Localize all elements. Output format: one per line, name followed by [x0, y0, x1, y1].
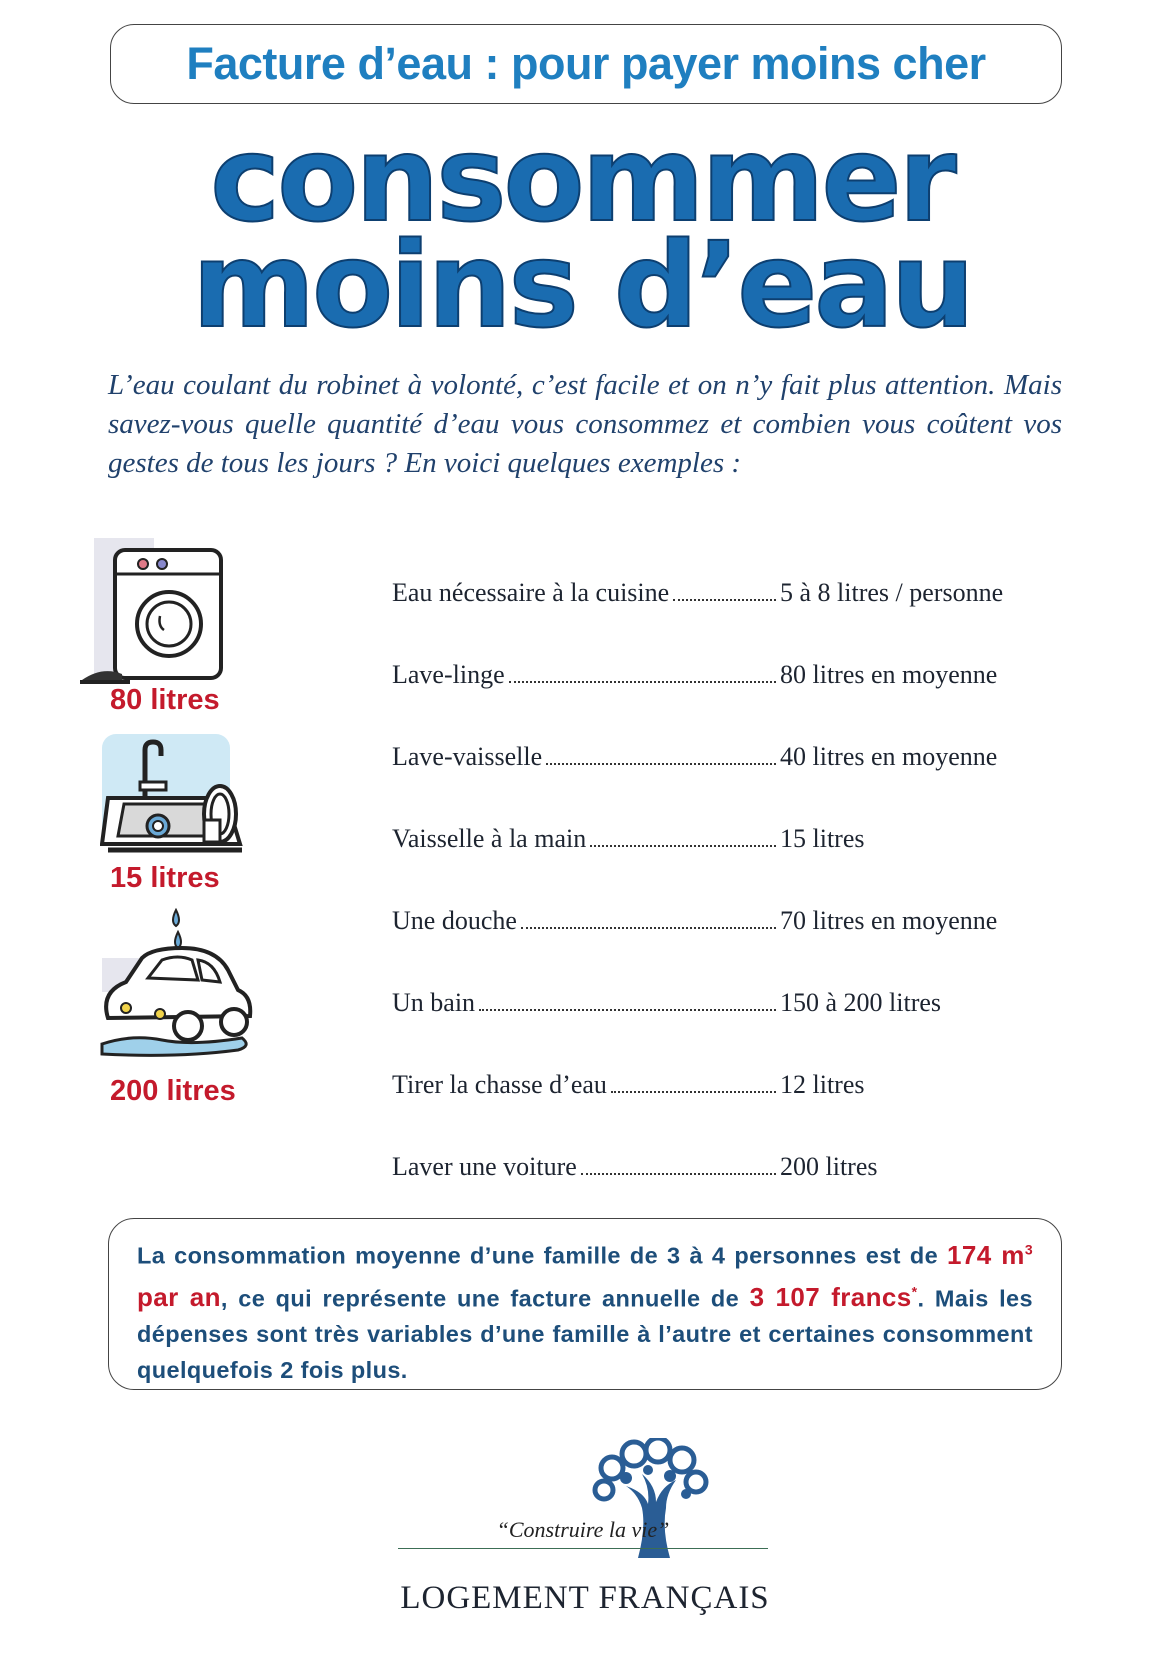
leader-dots — [611, 1090, 776, 1093]
car-wash-icon — [98, 908, 258, 1078]
item-value: 200 litres — [780, 1152, 878, 1181]
leader-dots — [521, 926, 776, 929]
item-value: 12 litres — [780, 1070, 865, 1099]
item-value: 15 litres — [780, 824, 865, 853]
brand-name: LOGEMENT FRANÇAIS — [400, 1580, 770, 1616]
item-value: 150 à 200 litres — [780, 988, 942, 1017]
item-label: Une douche — [392, 906, 517, 935]
car-wash-caption: 200 litres — [110, 1075, 236, 1107]
intro-paragraph: L’eau coulant du robinet à volonté, c’est facile et on n’y fait plus attention. Mais savez-vous quelle quantité d’eau vous consommez et combien vous coûtent vos gestes de tous les jours ? En voici quelques exemples : — [108, 369, 1062, 479]
item-label: Lave-linge — [392, 660, 505, 689]
item-value: 40 litres en moyenne — [780, 742, 998, 771]
page-title-line2: moins d’eau — [192, 216, 972, 354]
item-value: 70 litres en moyenne — [780, 906, 998, 935]
cost-value: 3 107 francs — [749, 1282, 912, 1313]
list-item — [392, 978, 1062, 1018]
item-label: Tirer la chasse d’eau — [392, 1070, 607, 1099]
leader-dots — [509, 680, 776, 683]
sink-dishes-icon — [100, 728, 250, 878]
list-item — [392, 732, 1062, 772]
item-label: Laver une voiture — [392, 1152, 577, 1181]
volume-period: par an — [137, 1282, 221, 1313]
banner-text: Facture d’eau : pour payer moins cher — [186, 38, 986, 89]
banner — [110, 24, 1062, 104]
tagline: “Construire la vie” — [496, 1517, 670, 1542]
sink-dishes-caption: 15 litres — [110, 862, 220, 894]
leader-dots — [546, 762, 776, 765]
leader-dots — [581, 1172, 776, 1175]
leader-dots — [479, 1008, 776, 1011]
volume-value: 174 m — [947, 1239, 1025, 1270]
list-item — [392, 568, 1062, 608]
leader-dots — [590, 844, 776, 847]
cost-footnote-mark: * — [911, 1283, 918, 1300]
washing-machine-icon — [80, 536, 230, 686]
volume-unit-sup: 3 — [1024, 1241, 1033, 1257]
info-text-2: , ce qui représente une facture annuelle de — [220, 1285, 750, 1312]
list-item — [392, 814, 1062, 854]
list-item — [392, 896, 1062, 936]
info-text-3: . Mais les dépenses sont très variables d’une famille à l’autre et certaines consomment quelquefois 2 fois plus. — [137, 1285, 1033, 1384]
washing-machine-caption: 80 litres — [110, 684, 220, 716]
list-item — [392, 1060, 1062, 1100]
leader-dots — [673, 598, 776, 601]
item-label: Un bain — [392, 988, 476, 1017]
list-item — [392, 650, 1062, 690]
info-text-1: La consommation moyenne d’une famille de 3 à 4 personnes est de — [137, 1242, 948, 1269]
item-value: 5 à 8 litres / personne — [780, 578, 1004, 607]
list-item — [392, 1142, 1062, 1182]
item-label: Lave-vaisselle — [392, 742, 543, 771]
item-value: 80 litres en moyenne — [780, 660, 998, 689]
item-label: Vaisselle à la main — [392, 824, 587, 853]
info-highlight-cost — [750, 1282, 918, 1312]
info-box — [108, 1218, 1062, 1390]
item-label: Eau nécessaire à la cuisine — [392, 578, 670, 607]
page-title-line1: consommer — [210, 110, 954, 248]
footer-divider — [398, 1548, 768, 1549]
